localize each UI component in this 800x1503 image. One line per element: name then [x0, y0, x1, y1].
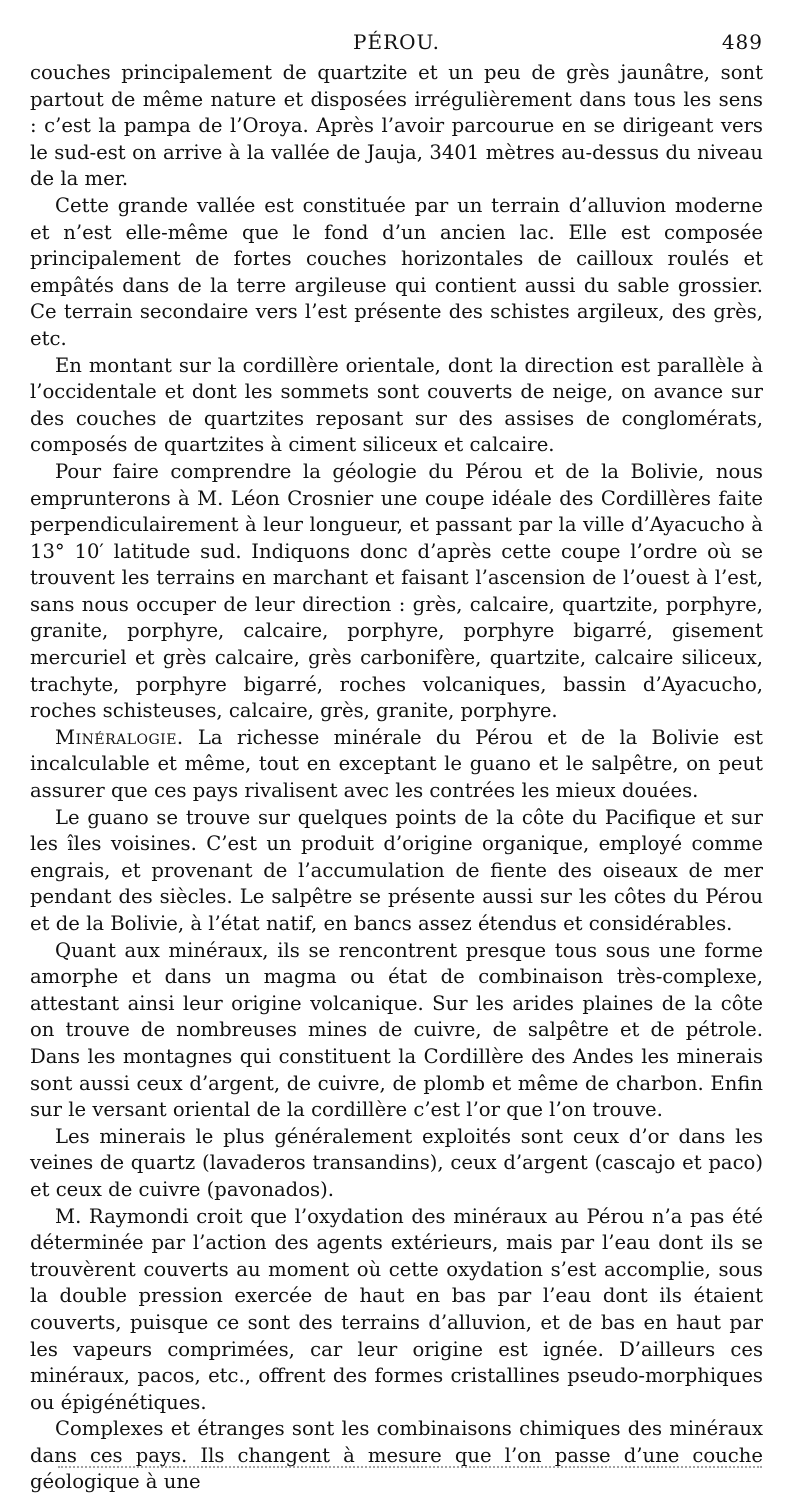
- paragraph-6: Le guano se trouve sur quelques points de la côte du Pacifique et sur les îles voisines. C’est un produit d’origine organique, employé comme engrais, et provenant de l’accumulation de fiente des oiseaux de mer pendant des siècles. Le salpêtre se présente aussi sur les côtes du Pérou et de la Bolivie, à l’état natif, en bancs assez étendus et considérables.: [30, 805, 763, 935]
- paragraph-2: Cette grande vallée est constituée par un terrain d’alluvion moderne et n’est elle-même que le fond d’un ancien lac. Elle est composée principalement de fortes couches horizontales de cailloux roulés et empâtés dans de la terre argileuse qui contient aussi du sable grossier. Ce terrain secondaire vers l’est présente des schistes argileux, des grès, etc.: [30, 193, 763, 350]
- paragraph-4: Pour faire comprendre la géologie du Pérou et de la Bolivie, nous emprunterons à M. Léon Crosnier une coupe idéale des Cordillères faite perpendiculairement à leur longueur, et passant par la ville d’Ayacucho à 13° 10′ latitude sud. Indiquons donc d’après cette coupe l’ordre où se trouvent les terrains en marchant et faisant l’ascension de l’ouest à l’est, sans nous occuper de leur direction : grès, calcaire, quartzite, porphyre, granite, porphyre, calcaire, porphyre, porphyre bigarré, gisement mercuriel et grès calcaire, grès carbonifère, quartzite, calcaire siliceux, trachyte, porphyre bigarré, roches volcaniques, bassin d’Ayacucho, roches schisteuses, calcaire, grès, granite, porphyre.: [30, 459, 763, 723]
- paragraph-3: En montant sur la cordillère orientale, dont la direction est parallèle à l’occidentale et dont les sommets sont couverts de neige, on avance sur des couches de quartzites reposant sur des assises de conglomérats, composés de quartzites à ciment siliceux et calcaire.: [30, 353, 763, 457]
- page-number: 489: [721, 30, 763, 54]
- running-title: PÉROU.: [353, 30, 440, 54]
- paragraph-1: couches principalement de quartzite et un peu de grès jaunâtre, sont partout de même nature et disposées irrégulièrement dans tous les sens : c’est la pampa de l’Oroya. Après l’avoir parcourue en se dirigeant vers le sud-est on arrive à la vallée de Jauja, 3401 mètres au-dessus du niveau de la mer.: [30, 61, 763, 191]
- paragraph-9: M. Raymondi croit que l’oxydation des minéraux au Pérou n’a pas été déterminée par l’action des agents extérieurs, mais par l’eau dont ils se trouvèrent couverts au moment où cette oxydation s’est accomplie, sous la double pression exercée de haut en bas par l’eau dont ils étaient couverts, puisque ce sont des terrains d’alluvion, et de bas en haut par les vapeurs comprimées, car leur origine est ignée. D’ailleurs ces minéraux, pacos, etc., offrent des formes cristallines pseudo-morphiques ou épigénétiques.: [30, 1204, 763, 1414]
- book-page: [30, 24, 763, 1496]
- paragraph-8: Les minerais le plus généralement exploités sont ceux d’or dans les veines de quartz (lavaderos transandins), ceux d’argent (cascajo et paco) et ceux de cuivre (pavonados).: [30, 1124, 763, 1201]
- paragraph-10: Complexes et étranges sont les combinaisons chimiques des minéraux dans ces pays. Ils changent à mesure que l’on passe d’une couche géologique à une: [30, 1417, 763, 1494]
- paragraph-5: [30, 725, 763, 805]
- paragraph-7: Quant aux minéraux, ils se rencontrent presque tous sous une forme amorphe et dans un magma ou état de combinaison très-complexe, attestant ainsi leur origine volcanique. Sur les arides plaines de la côte on trouve de nombreuses mines de cuivre, de salpêtre et de pétrole. Dans les montagnes qui constituent la Cordillère des Andes les minerais sont aussi ceux d’argent, de cuivre, de plomb et même de charbon. Enfin sur le versant oriental de la cordillère c’est l’or que l’on trouve.: [30, 938, 763, 1122]
- running-header: [30, 24, 763, 58]
- footer-dotted-rule: [58, 1466, 762, 1468]
- paragraph-5-text: La richesse minérale du Pérou et de la Bolivie est incalculable et même, tout en exceptant le guano et le salpêtre, on peut assurer que ces pays rivalisent avec les contrées les mieux douées.: [30, 725, 763, 803]
- section-lead-mineralogie: Minéralogie.: [55, 725, 184, 749]
- body-text: [30, 60, 763, 1496]
